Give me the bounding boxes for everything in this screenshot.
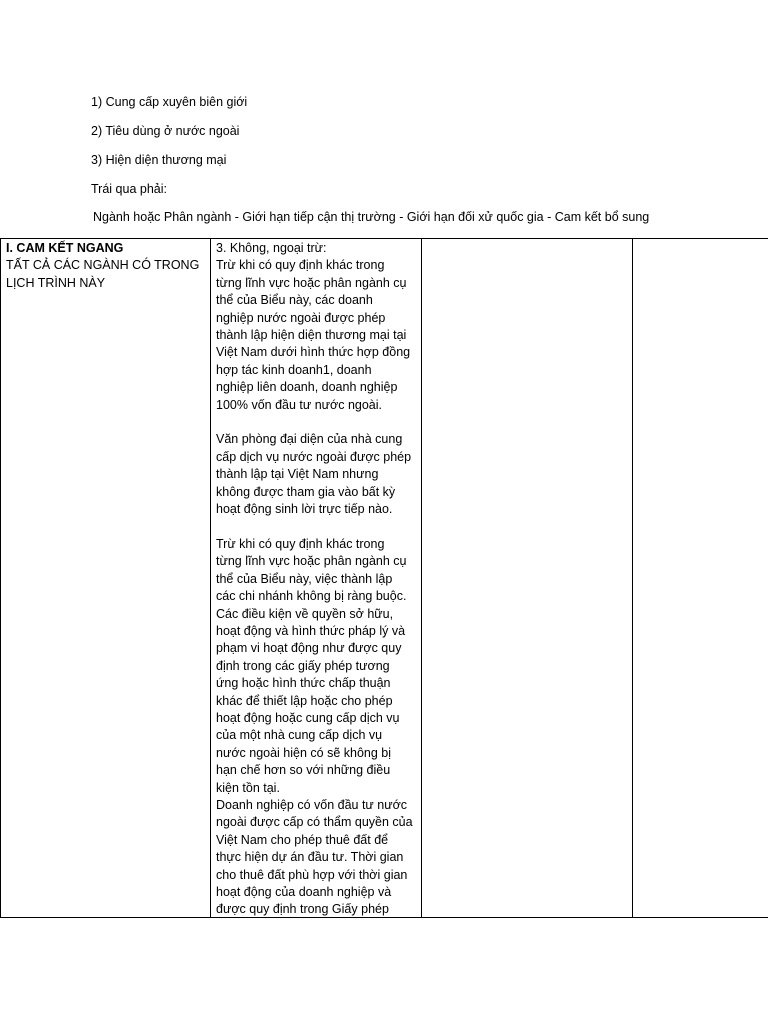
- market-access-para-1: Trừ khi có quy định khác trong từng lĩnh vực hoặc phân ngành cụ thể của Biểu này, các doanh nghiệp nước ngoài được phép thành lập hiện diện thương mại tại Việt Nam dưới hình thức hợp đồng hợp tác kinh doanh1, doanh nghiệp liên doanh, doanh nghiệp 100% vốn đầu tư nước ngoài.: [216, 258, 411, 412]
- intro-line-1: 1) Cung cấp xuyên biên giới: [91, 95, 248, 109]
- intro-line-3: 3) Hiện diện thương mại: [91, 153, 227, 167]
- table-cell-national-treatment: [422, 239, 633, 917]
- commitments-table: [0, 238, 768, 918]
- sector-title: I. CAM KẾT NGANG: [6, 241, 124, 255]
- market-access-para-3: Trừ khi có quy định khác trong từng lĩnh vực hoặc phân ngành cụ thể của Biểu này, việc thành lập các chi nhánh không bị ràng buộc. Các điều kiện về quyền sở hữu, hoạt động và hình thức pháp lý và phạm vi hoạt động như được quy định trong các giấy phép tương ứng hoặc hình thức chấp thuận khác để thiết lập hoặc cho phép hoạt động hoặc cung cấp dịch vụ của một nhà cung cấp dịch vụ nước ngoài hiện có sẽ không bị hạn chế hơn so với những điều kiện tồn tại.: [216, 536, 407, 795]
- market-access-para-2: Văn phòng đại diện của nhà cung cấp dịch vụ nước ngoài được phép thành lập tại Việt Nam nhưng không được tham gia vào bất kỳ hoạt động sinh lời trực tiếp nào.: [216, 432, 412, 517]
- table-column-description: Ngành hoặc Phân ngành - Giới hạn tiếp cận thị trường - Giới hạn đối xử quốc gia - Cam kết bổ sung: [93, 210, 650, 224]
- market-access-lead: 3. Không, ngoại trừ:: [216, 241, 327, 255]
- market-access-para-4: Doanh nghiệp có vốn đầu tư nước ngoài được cấp có thẩm quyền của Việt Nam cho phép thuê đất để thực hiện dự án đầu tư. Thời gian cho thuê đất phù hợp với thời gian hoạt động của doanh nghiệp và được quy định trong Giấy phép: [216, 797, 413, 917]
- table-cell-market-access: [211, 239, 422, 917]
- table-cell-sector: [0, 239, 211, 917]
- intro-line-2: 2) Tiêu dùng ở nước ngoài: [91, 124, 240, 138]
- intro-line-4: Trái qua phải:: [91, 182, 167, 196]
- sector-subtitle: TẤT CẢ CÁC NGÀNH CÓ TRONG LỊCH TRÌNH NÀY: [6, 258, 200, 290]
- table-cell-additional-commitments: [633, 239, 768, 917]
